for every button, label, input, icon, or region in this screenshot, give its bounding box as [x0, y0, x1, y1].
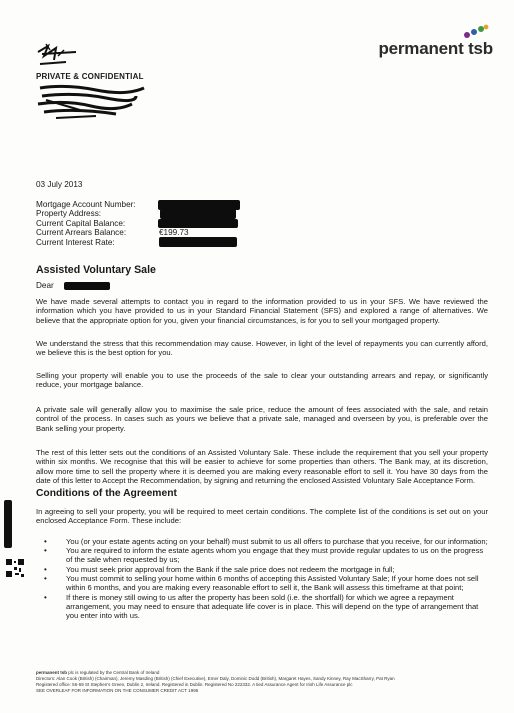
footer-overleaf: SEE OVERLEAF FOR INFORMATION ON THE CONSUMER CREDIT ACT 1995: [36, 688, 199, 693]
logo-dots-icon: [463, 24, 489, 40]
barcode-icon: [5, 558, 25, 578]
condition-text: If there is money still owing to us after the property has been sold (i.e. the shortfall) for which we agree a repayment arrangement, you may need to ensure that adequate life cover is in place. This will depend on the type of arrangement that you enter into with us.: [66, 592, 479, 620]
letter-date: 03 July 2013: [36, 180, 83, 189]
list-item: [44, 537, 490, 546]
bullet-icon: •: [44, 537, 47, 546]
body-paragraph: The rest of this letter sets out the conditions of an Assisted Voluntary Sale. These include the requirement that you sell your property within six months. We recognise that this will be easier to achieve for some properties than others. The Bank may, at its discretion, allow more time to sell the property where it is deemed you are making every reasonable effort to sell it. You have 30 days from the date of this letter to Accept the Recommendation, by signing and returning the enclosed Assisted Voluntary Sale Acceptance Form.: [36, 448, 488, 485]
redaction-scribble-top: [36, 42, 96, 70]
conditions-heading: Conditions of the Agreement: [36, 488, 177, 499]
account-label: Mortgage Account Number:: [36, 200, 136, 209]
redaction-bar: [158, 219, 238, 228]
salutation: Dear: [36, 281, 54, 290]
condition-text: You must seek prior approval from the Bank if the sale price does not redeem the mortgage in full;: [66, 564, 395, 574]
condition-text: You (or your estate agents acting on your behalf) must submit to us all offers to purchase that you receive, for our information;: [66, 537, 488, 546]
list-item: [44, 546, 490, 564]
bullet-icon: •: [44, 592, 47, 602]
letter-title: Assisted Voluntary Sale: [36, 264, 156, 276]
list-item: [44, 565, 490, 574]
redaction-bar: [64, 282, 110, 290]
body-paragraph: A private sale will generally allow you to maximise the sale price, reduce the amount of fees associated with the sale, and retain control of the process. In cases such as yours we believe that a private sale, managed and overseen by you, is preferable over the Bank selling your property.: [36, 405, 488, 433]
account-label: Current Capital Balance:: [36, 218, 126, 228]
footer: [36, 670, 492, 694]
bullet-icon: •: [44, 574, 47, 584]
redaction-bar: [160, 209, 236, 219]
list-item: [44, 574, 490, 592]
body-paragraph: We have made several attempts to contact you in regard to the information provided to us in your SFS. We have reviewed the information which you have provided to us in your Standard Financial Statement (SFS) and explored a range of alternatives. We believe that the appropriate option for you, given your financial circumstances, is for you to sell your mortgaged property.: [36, 297, 488, 325]
margin-mark: [4, 500, 12, 548]
body-paragraph: Selling your property will enable you to use the proceeds of the sale to clear your outstanding arrears and repay, or significantly reduce, your mortgage balance.: [36, 371, 488, 390]
body-paragraph: We understand the stress that this recommendation may cause. However, in light of the level of repayments you can currently afford, we believe this is the best option for you.: [36, 339, 488, 358]
conditions-intro: In agreeing to sell your property, you will be required to meet certain conditions. The complete list of the conditions is set out on your enclosed Acceptance Form. These include:: [36, 507, 488, 526]
footer-regulator-text: plc is regulated by the Central Bank of Ireland: [67, 670, 160, 675]
permanent-tsb-logo: [358, 24, 493, 68]
conditions-list: [44, 537, 490, 620]
account-label: Property Address:: [36, 209, 102, 219]
redaction-bar: [159, 237, 237, 247]
bullet-icon: •: [44, 546, 47, 556]
condition-text: You are required to inform the estate agents whom you engage that they must provide regular updates to us on the progress of the sale when requested by us;: [66, 546, 484, 565]
condition-text: You must commit to selling your home within 6 months of accepting this Assisted Voluntary Sale; If your home does not sell within 6 months, and you are making every reasonable effort to sell it, the Bank will assess this timeframe at that point;: [66, 574, 479, 593]
logo-wordmark: permanent tsb: [378, 39, 493, 58]
bullet-icon: •: [44, 564, 47, 574]
redaction-scribble-address: [36, 82, 146, 124]
footer-registered: Registered office: 56-59 St Stephen's Green, Dublin 2, Ireland. Registered in Dublin. Registered No 222332. A tied Assurance Agent for Irish Life Assurance plc: [36, 682, 353, 687]
account-label: Current Interest Rate:: [36, 237, 115, 247]
classification-label: PRIVATE & CONFIDENTIAL: [36, 72, 144, 81]
list-item: [44, 593, 490, 620]
footer-brand: permanent tsb: [36, 670, 68, 675]
account-value: €199.73: [159, 228, 189, 238]
footer-directors: Directors: Alan Cook (British) (Chairman), Jeremy Masding (British) (Chief Executive), Emer Daly, Dominic Dodd (British), Margaret Hayes, Sandy Kinney, Ray MacSharry, Pat Ryan: [36, 676, 395, 681]
account-label: Current Arrears Balance:: [36, 228, 127, 238]
